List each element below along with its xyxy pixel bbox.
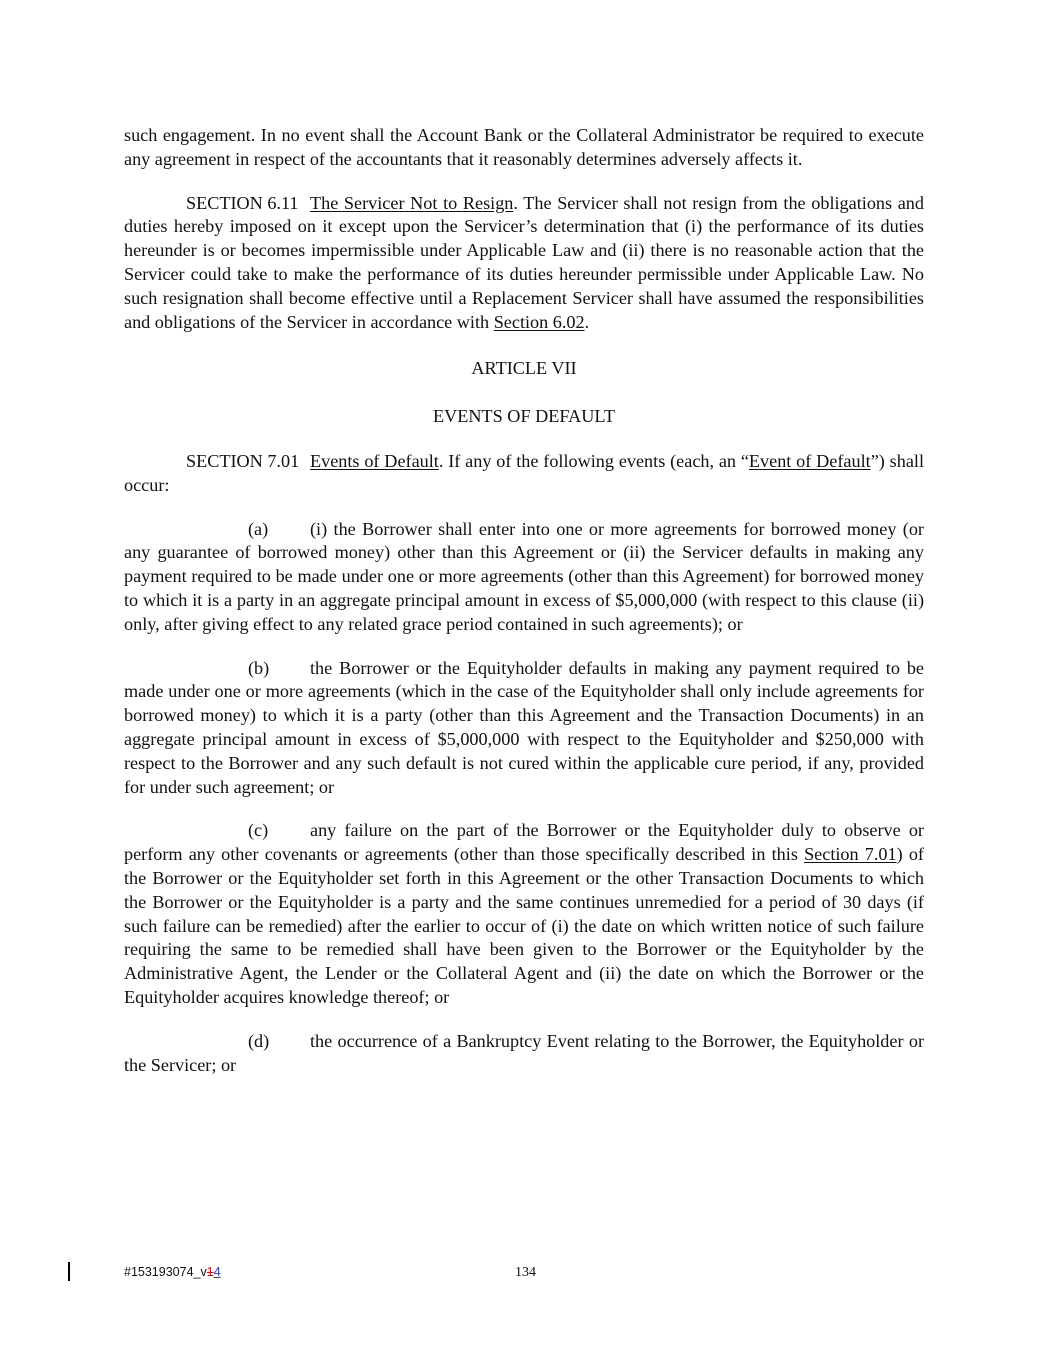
section-heading: Events of Default (310, 450, 439, 471)
document-body (124, 124, 924, 1077)
article-title: EVENTS OF DEFAULT (433, 406, 615, 427)
clause-label: (b) (248, 657, 270, 678)
clause-label: (c) (248, 820, 269, 841)
section-7-01: SECTION 7.01 Events of Default. If any of the following events (each, an “Event of Default”) shall occur: (124, 450, 924, 495)
defined-term: Event of Default (748, 450, 871, 471)
article-number: ARTICLE VII (471, 358, 577, 379)
change-bar (68, 1262, 70, 1281)
page-number: 134 (515, 1265, 536, 1280)
section-number: SECTION 6.11 (186, 192, 299, 213)
document-id: #153193074_v14 (124, 1265, 221, 1279)
clause-label: (a) (248, 518, 269, 539)
section-body: . The Servicer shall not resign from the obligations and duties hereby imposed on it except upon the Servicer’s determination that (i) the performance of its duties hereunder is or becomes impermissible under Applicable Law and (ii) there is no reasonable action that the Servicer could take to make the performance of its duties hereunder permissible under Applicable Law. No such resignation shall become effective until a Replacement Servicer shall have assumed the responsibilities and obligations of the Servicer in accordance with (124, 192, 924, 332)
cross-reference: Section 7.01 (804, 844, 897, 865)
clause-label: (d) (248, 1030, 270, 1051)
paragraph-continuation: such engagement. In no event shall the Account Bank or the Collateral Administrator be required to execute any agreement in respect of the accountants that it reasonably determines adversely affects it. (124, 125, 924, 169)
clause-text: the Borrower or the Equityholder defaults in making any payment required to be made under one or more agreements (which in the case of the Equityholder shall only include agreements for borrowed money) to which it is a party (other than this Agreement and the Transaction Documents) in an aggregate principal amount in excess of $5,000,000 with respect to the Equityholder and $250,000 with respect to the Borrower and any such default is not cured within the applicable cure period, if any, provided for under such agreement; or (124, 657, 924, 797)
section-heading: The Servicer Not to Resign (310, 192, 514, 213)
section-number: SECTION 7.01 (186, 450, 300, 471)
clause-a (124, 518, 924, 637)
page-footer (0, 1265, 1055, 1285)
section-6-11: SECTION 6.11 The Servicer Not to Resign. The Servicer shall not resign from the obligations and duties hereby imposed on it except upon the Servicer’s determination that (i) the performance of its duties hereunder is or becomes impermissible under Applicable Law and (ii) there is no reasonable action that the Servicer could take to make the performance of its duties hereunder permissible under Applicable Law. No such resignation shall become effective until a Replacement Servicer shall have assumed the responsibilities and obligations of the Servicer in accordance with Section 6.02. (124, 192, 924, 332)
cross-reference: Section 6.02 (493, 311, 585, 332)
clause-b (124, 657, 924, 800)
clause-c: (c) any failure on the part of the Borrower or the Equityholder duly to observe or perform any other covenants or agreements (other than those specifically described in this Section 7.01) of the Borrower or the Equityholder set forth in this Agreement or the other Transaction Documents to which the Borrower or the Equityholder is a party and the same continues unremedied for a period of 30 days (if such failure can be remedied) after the earlier to occur of (i) the date on which written notice of such failure requiring the same to be remedied shall have been given to the Borrower or the Equityholder by the Administrative Agent, the Lender or the Collateral Agent and (ii) the date on which the Borrower or the Equityholder acquires knowledge thereof; or (124, 820, 924, 1007)
clause-d (124, 1030, 924, 1078)
clause-text: the occurrence of a Bankruptcy Event relating to the Borrower, the Equityholder or the Servicer; or (124, 1030, 924, 1075)
inserted-text: 4 (213, 1265, 221, 1279)
clause-text: (i) the Borrower shall enter into one or more agreements for borrowed money (or any guarantee of borrowed money) other than this Agreement or (ii) the Servicer defaults in making any payment required to be made under one or more agreements (other than this Agreement) for borrowed money to which it is a party in an aggregate principal amount in excess of $5,000,000 (with respect to this clause (ii) only, after giving effect to any related grace period contained in such agreements); or (124, 518, 924, 634)
deleted-text: 1 (206, 1265, 214, 1279)
